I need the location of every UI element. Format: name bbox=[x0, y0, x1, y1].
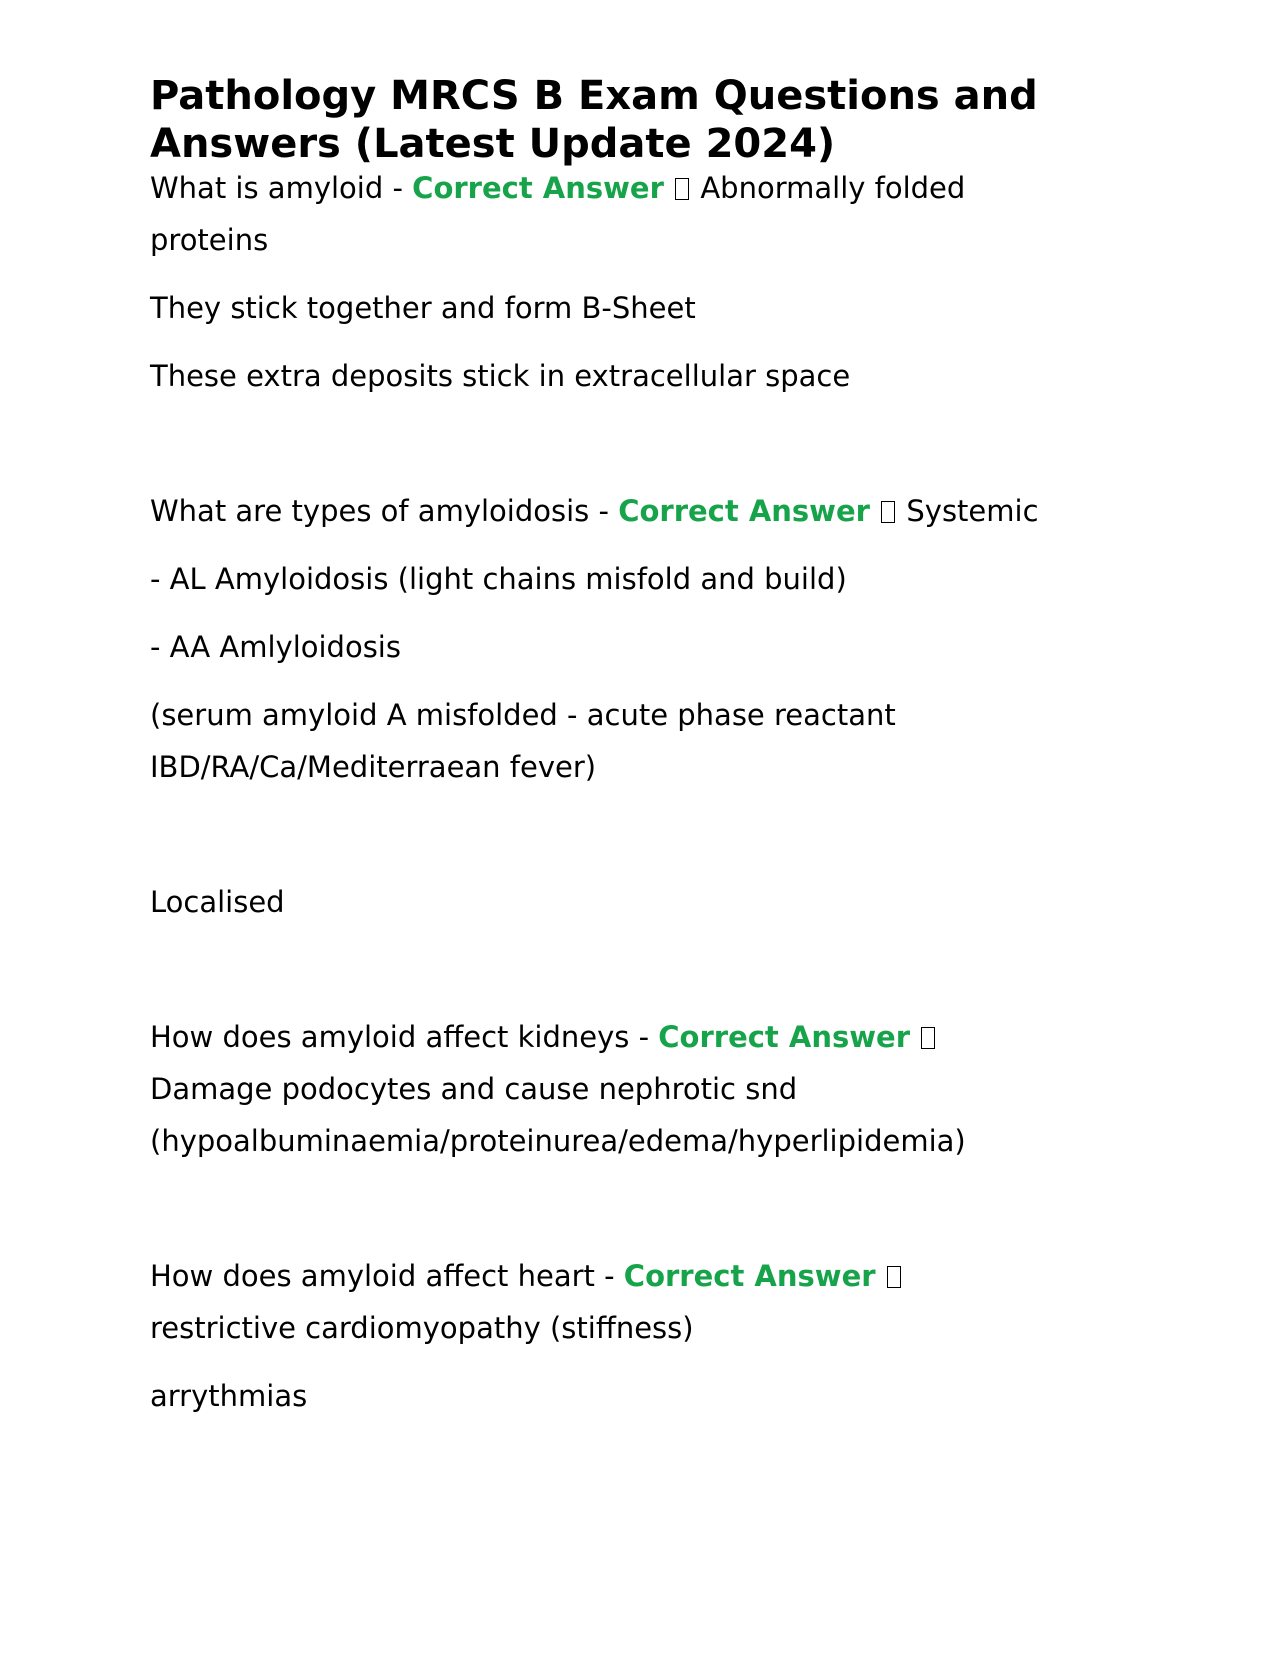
answer-text: Abnormally folded bbox=[691, 171, 966, 205]
note-line: Localised bbox=[150, 885, 285, 919]
document-title bbox=[150, 72, 1150, 168]
correct-answer-label: Correct Answer bbox=[658, 1020, 911, 1054]
note-line: - AA Amlyloidosis bbox=[150, 630, 401, 664]
note-line: (serum amyloid A misfolded - acute phase reactant bbox=[150, 698, 896, 732]
correct-answer-label: Correct Answer bbox=[623, 1259, 876, 1293]
question-line bbox=[150, 162, 1150, 214]
checkbox-glyph-icon bbox=[881, 501, 895, 523]
qa-block-amyloid bbox=[150, 162, 1150, 402]
question-text: What is amyloid - bbox=[150, 171, 413, 205]
title-line-2: Answers (Latest Update 2024) bbox=[150, 121, 836, 167]
note-line: These extra deposits stick in extracellular space bbox=[150, 359, 851, 393]
checkbox-glyph-icon bbox=[921, 1027, 935, 1049]
correct-answer-label: Correct Answer bbox=[412, 171, 664, 205]
note-line: - AL Amyloidosis (light chains misfold and build) bbox=[150, 562, 847, 596]
checkbox-glyph-icon bbox=[675, 178, 689, 200]
note-line: arrythmias bbox=[150, 1379, 308, 1413]
answer-line: Damage podocytes and cause nephrotic snd bbox=[150, 1072, 798, 1106]
question-line bbox=[150, 1250, 1150, 1302]
title-line-1: Pathology MRCS B Exam Questions and bbox=[150, 73, 1038, 119]
note-line: They stick together and form B-Sheet bbox=[150, 291, 696, 325]
question-text: How does amyloid affect heart - bbox=[150, 1259, 624, 1293]
answer-line: restrictive cardiomyopathy (stiffness) bbox=[150, 1311, 694, 1345]
answer-continuation: proteins bbox=[150, 223, 269, 257]
checkbox-glyph-icon bbox=[887, 1266, 901, 1288]
question-line bbox=[150, 485, 1150, 537]
question-text: What are types of amyloidosis - bbox=[150, 494, 619, 528]
qa-block-kidneys bbox=[150, 1011, 1150, 1167]
correct-answer-label: Correct Answer bbox=[618, 494, 870, 528]
qa-block-types bbox=[150, 485, 1150, 928]
note-line: IBD/RA/Ca/Mediterraean fever) bbox=[150, 750, 597, 784]
document-page bbox=[150, 72, 1150, 1422]
answer-text: Systemic bbox=[897, 494, 1039, 528]
question-text: How does amyloid affect kidneys - bbox=[150, 1020, 659, 1054]
qa-block-heart bbox=[150, 1250, 1150, 1422]
answer-line: (hypoalbuminaemia/proteinurea/edema/hyperlipidemia) bbox=[150, 1124, 966, 1158]
question-line bbox=[150, 1011, 1150, 1063]
